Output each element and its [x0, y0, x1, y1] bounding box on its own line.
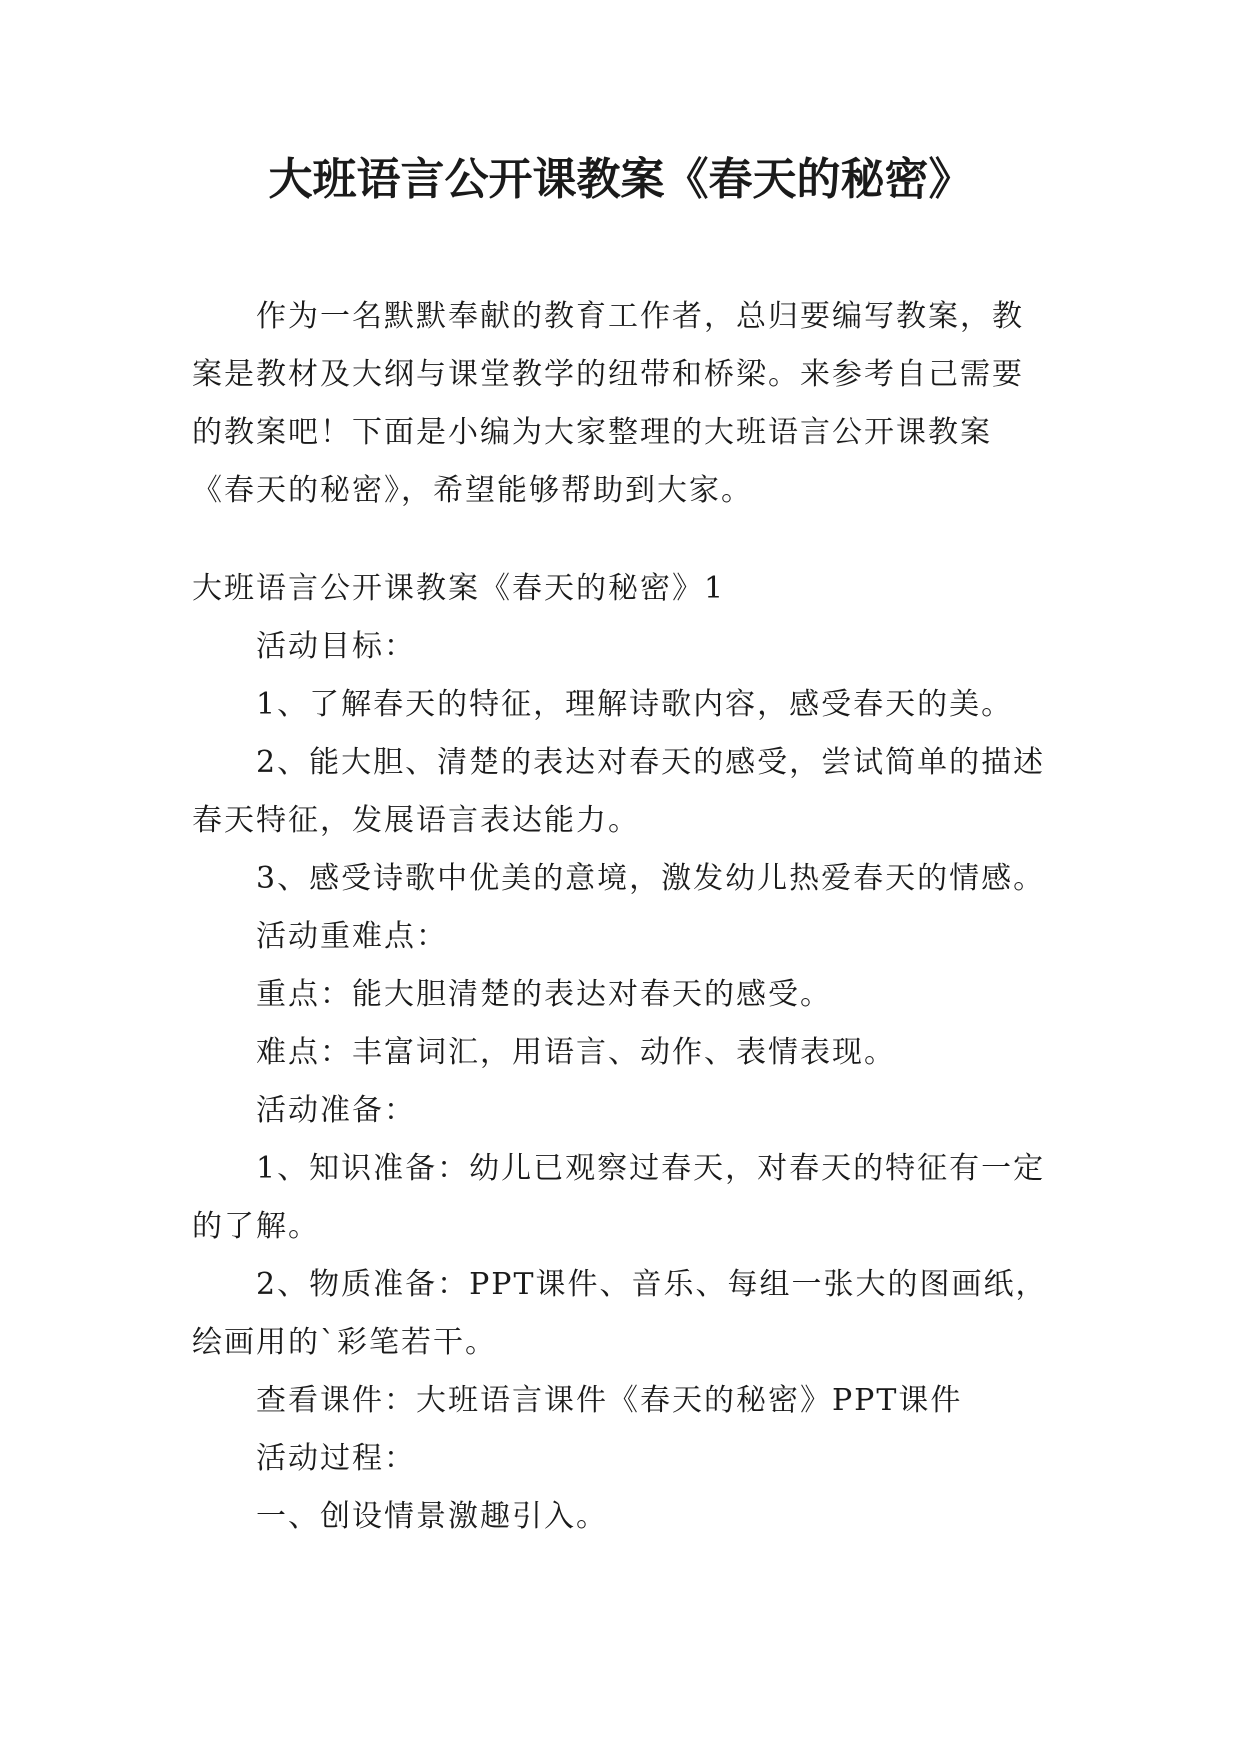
preparation-item-1: 1、知识准备：幼儿已观察过春天，对春天的特征有一定的了解。: [192, 1151, 1046, 1244]
preparation-item-2: 2、物质准备：PPT课件、音乐、每组一张大的图画纸，绘画用的`彩笔若干。: [192, 1267, 1048, 1360]
goal-item-3: 3、感受诗歌中优美的意境，激发幼儿热爱春天的情感。: [256, 861, 1046, 896]
process-step-1: 一、创设情景激趣引入。: [256, 1499, 608, 1534]
document-title: 大班语言公开课教案《春天的秘密》: [268, 154, 973, 205]
process-heading: 活动过程：: [256, 1441, 416, 1476]
section-heading: 大班语言公开课教案《春天的秘密》1: [192, 571, 726, 606]
courseware-reference: 查看课件：大班语言课件《春天的秘密》PPT课件: [256, 1383, 963, 1418]
key-points-heading: 活动重难点：: [256, 919, 448, 954]
intro-paragraph: 作为一名默默奉献的教育工作者，总归要编写教案，教案是教材及大纲与课堂教学的纽带和桥梁。来参考自己需要的教案吧！下面是小编为大家整理的大班语言公开课教案《春天的秘密》，希望能够帮助到大家。: [192, 299, 1024, 508]
activity-goals-heading: 活动目标：: [256, 629, 416, 664]
preparation-heading: 活动准备：: [256, 1093, 416, 1128]
paragraph-gap: [192, 520, 1052, 560]
key-point-focus: 重点：能大胆清楚的表达对春天的感受。: [256, 977, 832, 1012]
goal-item-2: 2、能大胆、清楚的表达对春天的感受，尝试简单的描述春天特征，发展语言表达能力。: [192, 745, 1046, 838]
goal-item-1: 1、了解春天的特征，理解诗歌内容，感受春天的美。: [256, 687, 1014, 722]
document-body: [192, 288, 1052, 1546]
key-point-difficulty: 难点：丰富词汇，用语言、动作、表情表现。: [256, 1035, 896, 1070]
